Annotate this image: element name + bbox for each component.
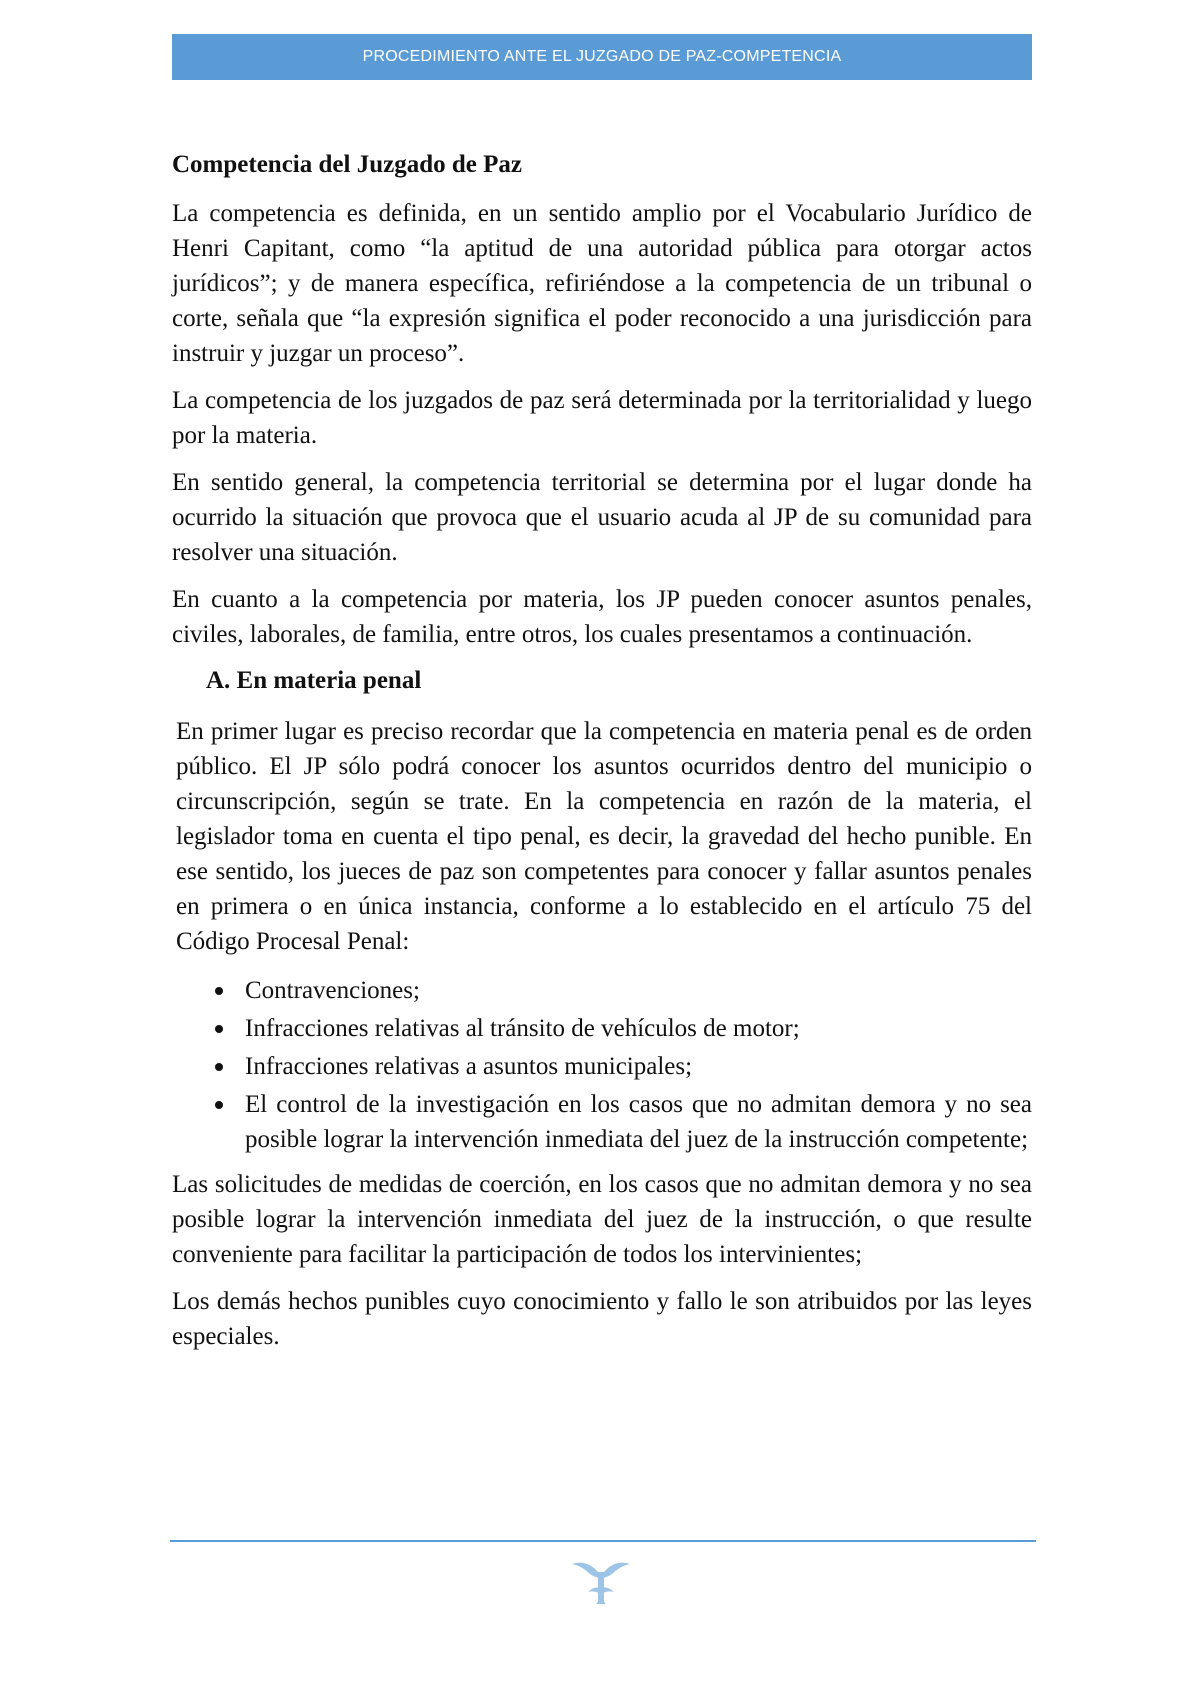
list-item-text: Contravenciones; <box>245 977 420 1004</box>
document-body <box>172 148 1032 1366</box>
header-banner <box>172 34 1032 80</box>
list-item-text: Infracciones relativas al tránsito de vehículos de motor; <box>245 1015 800 1042</box>
list-item-text: El control de la investigación en los casos que no admitan demora y no sea posible lograr la intervención inmediata del juez de la instrucción competente; <box>245 1091 1032 1153</box>
list-item <box>172 973 1032 1008</box>
scales-emblem-icon <box>570 1558 632 1608</box>
section-title: Competencia del Juzgado de Paz <box>172 151 522 178</box>
paragraph: En primer lugar es preciso recordar que la competencia en materia penal es de orden público. El JP sólo podrá conocer los asuntos ocurridos dentro del municipio o circunscripción, según se trate. En la competencia en razón de la materia, el legislador toma en cuenta el tipo penal, es decir, la gravedad del hecho punible. En ese sentido, los jueces de paz son competentes para conocer y fallar asuntos penales en primera o en única instancia, conforme a lo establecido en el artículo 75 del Código Procesal Penal: <box>176 718 1032 955</box>
list-item <box>172 1049 1032 1084</box>
header-title: PROCEDIMIENTO ANTE EL JUZGADO DE PAZ-COMPETENCIA <box>362 48 842 65</box>
list-item <box>172 1011 1032 1046</box>
footer-divider <box>170 1540 1036 1542</box>
paragraph: Las solicitudes de medidas de coerción, en los casos que no admitan demora y no sea posible lograr la intervención inmediata del juez de la instrucción, o que resulte conveniente para facilitar la participación de todos los intervinientes; <box>172 1171 1032 1268</box>
bullet-icon <box>215 1063 223 1071</box>
paragraph: En cuanto a la competencia por materia, los JP pueden conocer asuntos penales, civiles, laborales, de familia, entre otros, los cuales presentamos a continuación. <box>172 586 1032 648</box>
paragraph: La competencia de los juzgados de paz será determinada por la territorialidad y luego por la materia. <box>172 387 1032 449</box>
paragraph: Los demás hechos punibles cuyo conocimiento y fallo le son atribuidos por las leyes especiales. <box>172 1288 1032 1350</box>
paragraph: La competencia es definida, en un sentido amplio por el Vocabulario Jurídico de Henri Capitant, como “la aptitud de una autoridad pública para otorgar actos jurídicos”; y de manera específica, refiriéndose a la competencia de un tribunal o corte, señala que “la expresión significa el poder reconocido a una jurisdicción para instruir y juzgar un proceso”. <box>172 200 1032 367</box>
list-item-text: Infracciones relativas a asuntos municipales; <box>245 1053 693 1080</box>
bullet-icon <box>215 1101 223 1109</box>
bullet-icon <box>215 1025 223 1033</box>
paragraph: En sentido general, la competencia territorial se determina por el lugar donde ha ocurrido la situación que provoca que el usuario acuda al JP de su comunidad para resolver una situación. <box>172 469 1032 566</box>
subsection-heading: A. En materia penal <box>206 667 422 694</box>
bullet-icon <box>215 987 223 995</box>
list-item <box>172 1087 1032 1157</box>
bullet-list <box>172 973 1032 1157</box>
